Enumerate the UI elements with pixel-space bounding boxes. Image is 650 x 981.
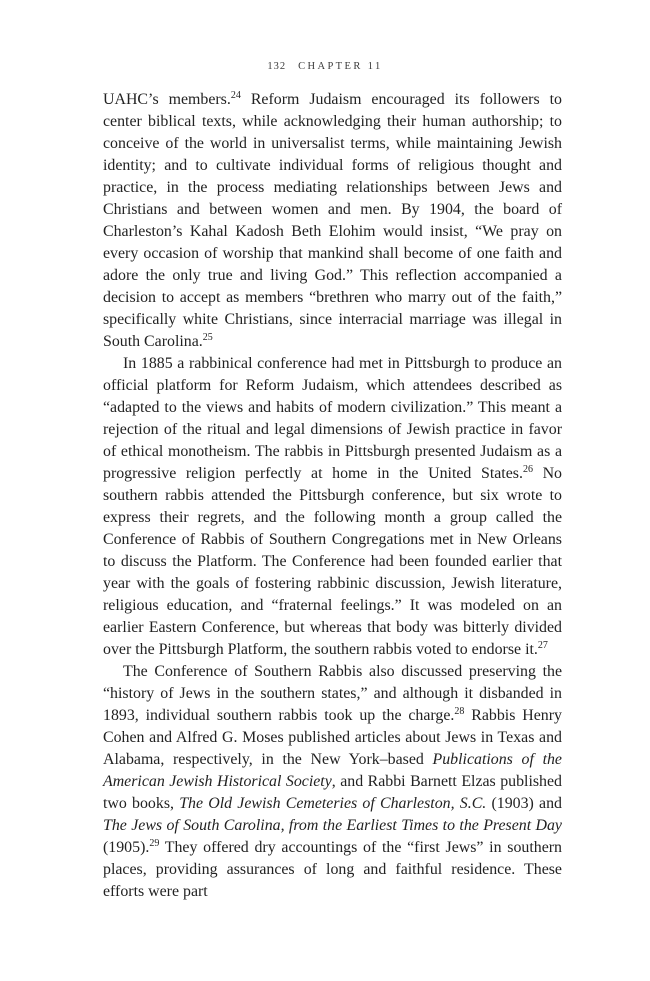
footnote-ref: 28 xyxy=(454,706,465,717)
footnote-ref: 24 xyxy=(230,90,241,101)
text-run: , and Rabbi Barnett Elzas published two books, xyxy=(103,773,562,812)
text-run: (1905). xyxy=(103,839,150,856)
text-run: No southern rabbis attended the Pittsburgh conference, but six wrote to express their regrets, and the following month a group called the Conference of Rabbis of Southern Congregations met in New Orleans to discuss the Platform. The Conference had been founded earlier that year with the goals of fostering rabbinic discussion, Jewish literature, religious education, and “fraternal feelings.” It was modeled on an earlier Eastern Conference, but whereas that body was bitterly divided over the Pittsburgh Platform, the southern rabbis voted to endorse it. xyxy=(103,465,562,658)
footnote-ref: 29 xyxy=(149,838,160,849)
text-run: Rabbis Henry Cohen and Alfred G. Moses published articles about Jews in Texas and Alabama, respectively, in the New York–based xyxy=(103,707,562,768)
text-run: UAHC’s members. xyxy=(103,91,231,108)
text-run: They offered dry accountings of the “first Jews” in southern places, providing assurances of long and faithful residence. These efforts were part xyxy=(103,839,562,900)
paragraph xyxy=(103,353,562,661)
page-number: 132 xyxy=(267,61,287,72)
italic-title: The Old Jewish Cemeteries of Charleston, S.C. xyxy=(179,795,487,812)
text-run: Reform Judaism encouraged its followers to center biblical texts, while acknowledging their human authorship; to conceive of the world in universalist terms, while maintaining Jewish identity; and to cultivate individual forms of religious thought and practice, in the process mediating relationships between Jews and Christians and between women and men. By 1904, the board of Charleston’s Kahal Kadosh Beth Elohim would insist, “We pray on every occasion of worship that mankind shall become of one faith and adore the only true and living God.” This reflection accompanied a decision to accept as members “brethren who marry out of the faith,” specifically white Christians, since interracial marriage was illegal in South Carolina. xyxy=(103,91,562,350)
paragraph xyxy=(103,661,562,903)
paragraph xyxy=(103,89,562,353)
italic-title: The Jews of South Carolina, from the Earliest Times to the Present Day xyxy=(103,817,562,834)
footnote-ref: 26 xyxy=(522,464,533,475)
text-run: The Conference of Southern Rabbis also discussed preserving the “history of Jews in the southern states,” and although it disbanded in 1893, individual southern rabbis took up the charge. xyxy=(103,663,562,724)
body-text xyxy=(103,89,562,903)
text-run: In 1885 a rabbinical conference had met in Pittsburgh to produce an official platform for Reform Judaism, which attendees described as “adapted to the views and habits of modern civilization.” This meant a rejection of the ritual and legal dimensions of Jewish practice in favor of ethical monotheism. The rabbis in Pittsburgh presented Judaism as a progressive religion perfectly at home in the United States. xyxy=(103,355,562,482)
chapter-title: CHAPTER 11 xyxy=(298,61,383,72)
italic-title: Publications of the American Jewish Historical Society xyxy=(103,751,562,790)
running-head xyxy=(0,61,650,72)
footnote-ref: 25 xyxy=(202,332,213,343)
text-run: (1903) and xyxy=(486,795,562,812)
footnote-ref: 27 xyxy=(537,640,548,651)
